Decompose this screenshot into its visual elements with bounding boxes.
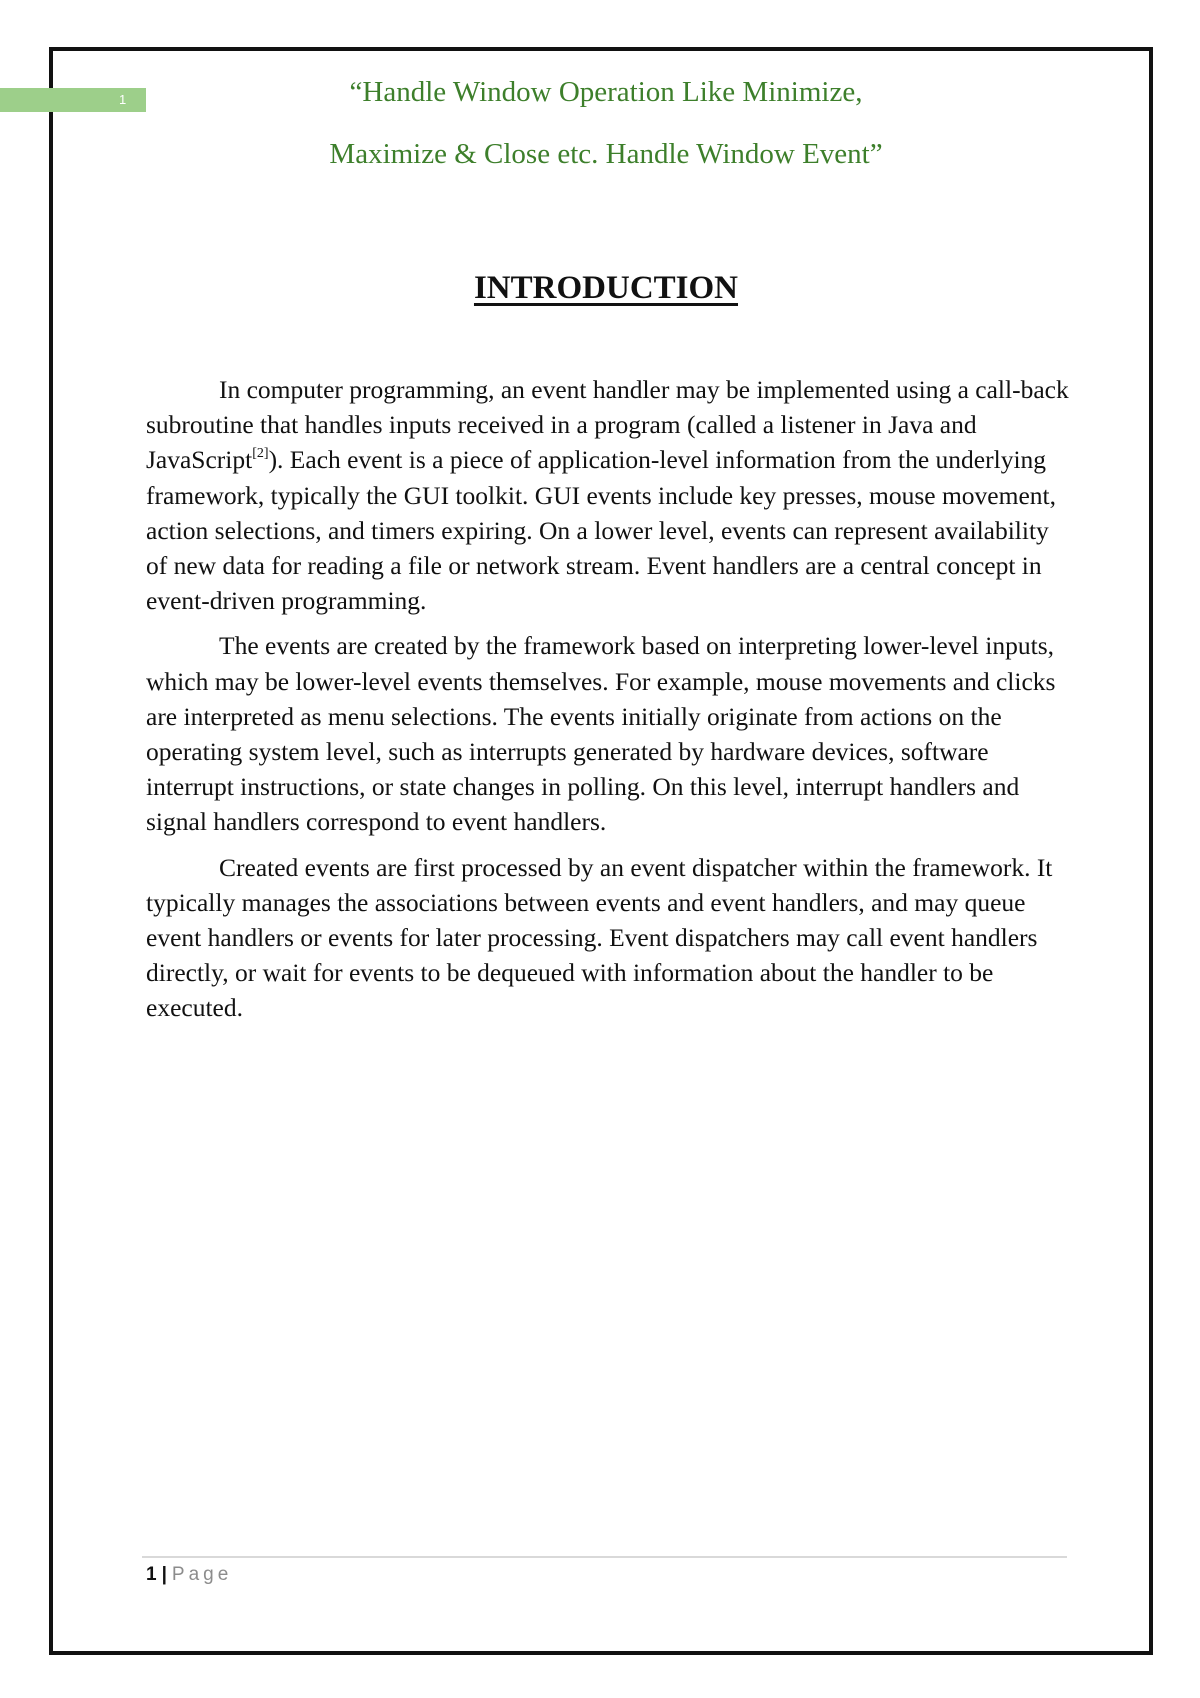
- body-text: [146, 372, 1071, 1036]
- paragraph-2: The events are created by the framework based on interpreting lower-level inputs, which may be lower-level events themselves. For example, mouse movements and clicks are interpreted as menu selections. The events initially originate from actions on the operating system level, such as interrupts generated by hardware devices, software interrupt instructions, or state changes in polling. On this level, interrupt handlers and signal handlers correspond to event handlers.: [146, 631, 1056, 837]
- footer-separator: |: [161, 1564, 167, 1585]
- footer-page-number: 1: [146, 1564, 157, 1585]
- page-footer: [146, 1563, 232, 1587]
- footer-page-label: Page: [171, 1564, 233, 1585]
- paragraph-1-text-a: In computer programming, an event handler may be implemented using a call-back subroutine that handles inputs received in a program (called a listener in Java and JavaScript: [146, 375, 1069, 475]
- header-tab-number: 1: [119, 92, 127, 107]
- paragraph-3: Created events are first processed by an event dispatcher within the framework. It typically manages the associations between events and event handlers, and may queue event handlers or events for later processing. Event dispatchers may call event handlers directly, or wait for events to be dequeued with information about the handler to be executed.: [146, 852, 1053, 1023]
- document-title-line-2: Maximize & Close etc. Handle Window Event”: [329, 138, 883, 170]
- paragraph-1: [146, 372, 1071, 618]
- footer-rule: [142, 1556, 1067, 1558]
- section-heading: INTRODUCTION: [473, 270, 739, 306]
- paragraph-1-text-b: ). Each event is a piece of application-level information from the underlying framework, typically the GUI toolkit. GUI events include key presses, mouse movement, action selections, and timers expiring. On a lower level, events can represent availability of new data for reading a file or network stream. Event handlers are a central concept in event-driven programming.: [146, 445, 1056, 616]
- citation-reference[interactable]: [2]: [252, 446, 269, 462]
- document-title-line-1: “Handle Window Operation Like Minimize,: [349, 76, 863, 108]
